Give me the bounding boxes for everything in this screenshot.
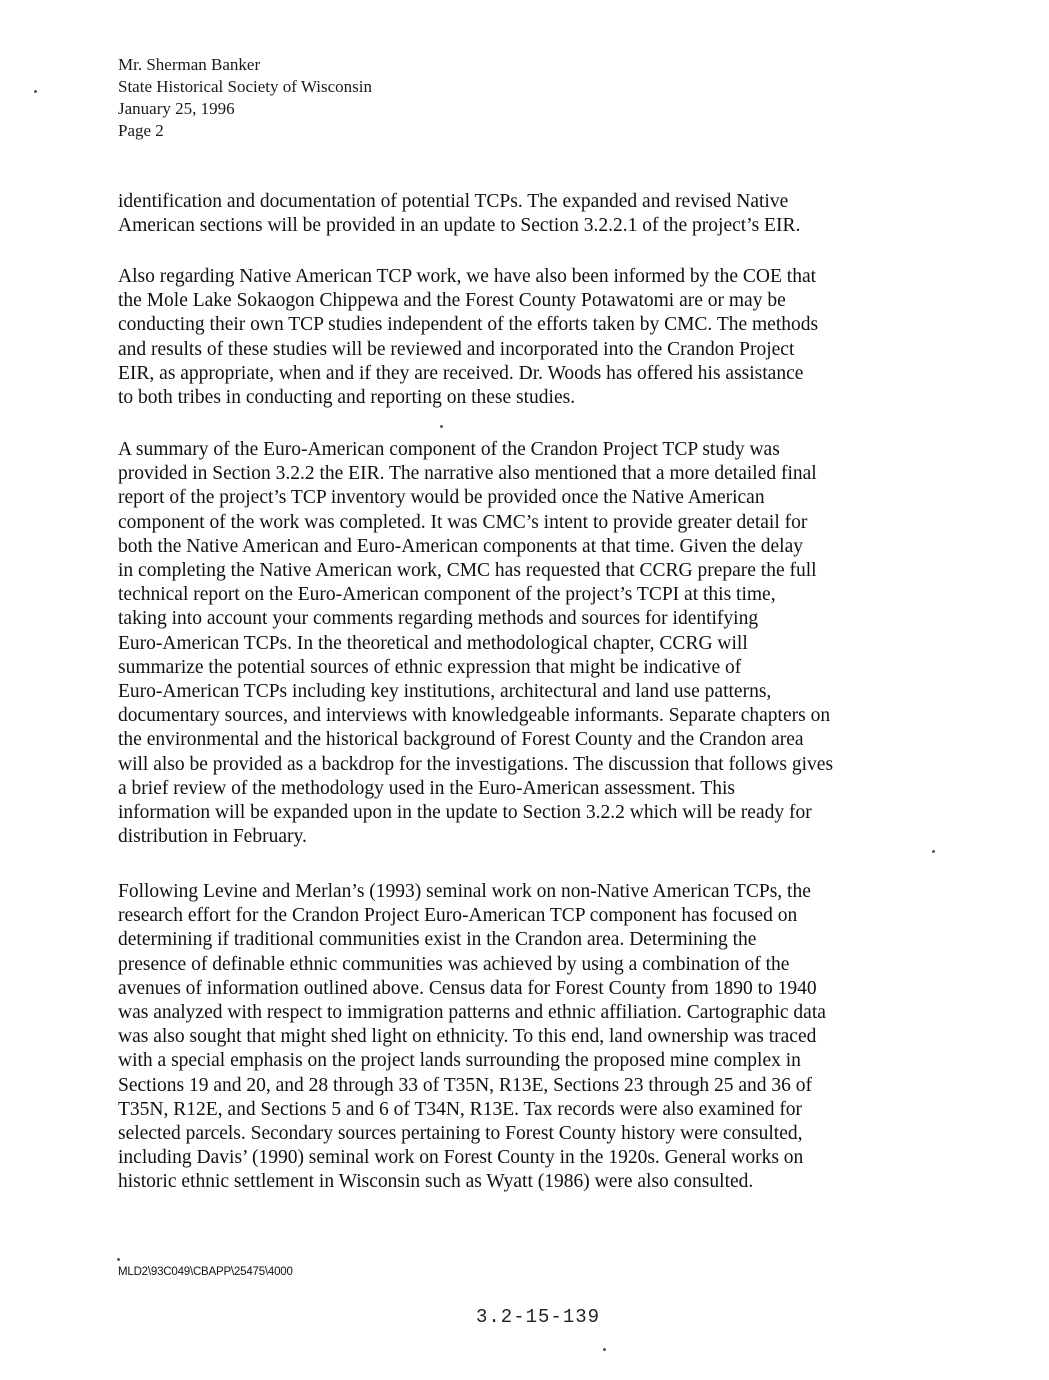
text-line: provided in Section 3.2.2 the EIR. The narrative also mentioned that a more detailed final [118, 463, 817, 485]
file-reference-code: MLD2\93C049\CBAPP\25475\4000 [118, 1266, 293, 1278]
text-line: Also regarding Native American TCP work, we have also been informed by the COE that [118, 266, 817, 287]
text-line: determining if traditional communities exist in the Crandon area. Determining the [118, 929, 757, 951]
text-line: report of the project’s TCP inventory would be provided once the Native American [118, 487, 765, 509]
scan-speck [117, 1258, 120, 1261]
text-line: and results of these studies will be reviewed and incorporated into the Crandon Project [118, 338, 795, 360]
text-line: information will be expanded upon in the update to Section 3.2.2 which will be ready for [118, 802, 812, 824]
text-line: a brief review of the methodology used in the Euro-American assessment. This [118, 777, 735, 799]
document-page-number: 3.2-15-139 [476, 1306, 601, 1328]
paragraph-native-american-tcp [118, 265, 963, 410]
paragraph-tcp-identification [118, 190, 963, 238]
text-line: research effort for the Crandon Project Euro-American TCP component has focused on [118, 905, 798, 927]
text-line: documentary sources, and interviews with knowledgeable informants. Separate chapters on [118, 705, 831, 727]
text-line: A summary of the Euro-American component of the Crandon Project TCP study was [118, 439, 780, 460]
text-line: was analyzed with respect to immigration patterns and ethnic affiliation. Cartographic data [118, 1002, 826, 1024]
text-line: identification and documentation of potential TCPs. The expanded and revised Native [118, 191, 789, 212]
text-line: conducting their own TCP studies independent of the efforts taken by CMC. The methods [118, 314, 819, 336]
text-line: avenues of information outlined above. Census data for Forest County from 1890 to 1940 [118, 977, 817, 999]
recipient-name: Mr. Sherman Banker [118, 55, 261, 74]
paragraph-research-methods [118, 880, 963, 1195]
text-line: with a special emphasis on the project lands surrounding the proposed mine complex in [118, 1050, 801, 1072]
text-line: presence of definable ethnic communities was achieved by using a combination of the [118, 953, 790, 975]
text-line: American sections will be provided in an update to Section 3.2.2.1 of the project’s EIR. [118, 215, 801, 237]
scan-speck [603, 1348, 606, 1351]
text-line: technical report on the Euro-American component of the project’s TCPI at this time, [118, 584, 776, 606]
text-line: EIR, as appropriate, when and if they are received. Dr. Woods has offered his assistance [118, 362, 804, 384]
letter-header [118, 54, 372, 142]
text-line: component of the work was completed. It was CMC’s intent to provide greater detail for [118, 511, 808, 533]
text-line: will also be provided as a backdrop for the investigations. The discussion that follows gives [118, 753, 834, 775]
scan-speck [440, 425, 443, 428]
scan-speck [932, 850, 935, 853]
text-line: the environmental and the historical background of Forest County and the Crandon area [118, 729, 804, 751]
text-line: to both tribes in conducting and reporting on these studies. [118, 387, 576, 409]
text-line: summarize the potential sources of ethnic expression that might be indicative of [118, 656, 742, 678]
scan-speck [34, 90, 37, 93]
text-line: Euro-American TCPs. In the theoretical and methodological chapter, CCRG will [118, 632, 748, 654]
text-line: Euro-American TCPs including key institutions, architectural and land use patterns, [118, 681, 772, 703]
letter-date: January 25, 1996 [118, 99, 235, 118]
text-line: distribution in February. [118, 826, 307, 848]
text-line: in completing the Native American work, CMC has requested that CCRG prepare the full [118, 560, 817, 582]
text-line: T35N, R12E, and Sections 5 and 6 of T34N, R13E. Tax records were also examined for [118, 1098, 803, 1120]
recipient-organization: State Historical Society of Wisconsin [118, 77, 372, 96]
text-line: historic ethnic settlement in Wisconsin such as Wyatt (1986) were also consulted. [118, 1171, 754, 1193]
text-line: Following Levine and Merlan’s (1993) seminal work on non-Native American TCPs, the [118, 881, 811, 902]
text-line: the Mole Lake Sokaogon Chippewa and the Forest County Potawatomi are or may be [118, 290, 786, 312]
text-line: Sections 19 and 20, and 28 through 33 of T35N, R13E, Sections 23 through 25 and 36 of [118, 1074, 812, 1096]
text-line: selected parcels. Secondary sources pertaining to Forest County history were consulted, [118, 1123, 803, 1145]
text-line: both the Native American and Euro-American components at that time. Given the delay [118, 535, 803, 557]
text-line: was also sought that might shed light on ethnicity. To this end, land ownership was traced [118, 1026, 817, 1048]
text-line: taking into account your comments regarding methods and sources for identifying [118, 608, 759, 630]
page-label: Page 2 [118, 121, 164, 140]
paragraph-euro-american-summary [118, 438, 963, 849]
text-line: including Davis’ (1990) seminal work on Forest County in the 1920s. General works on [118, 1147, 804, 1169]
